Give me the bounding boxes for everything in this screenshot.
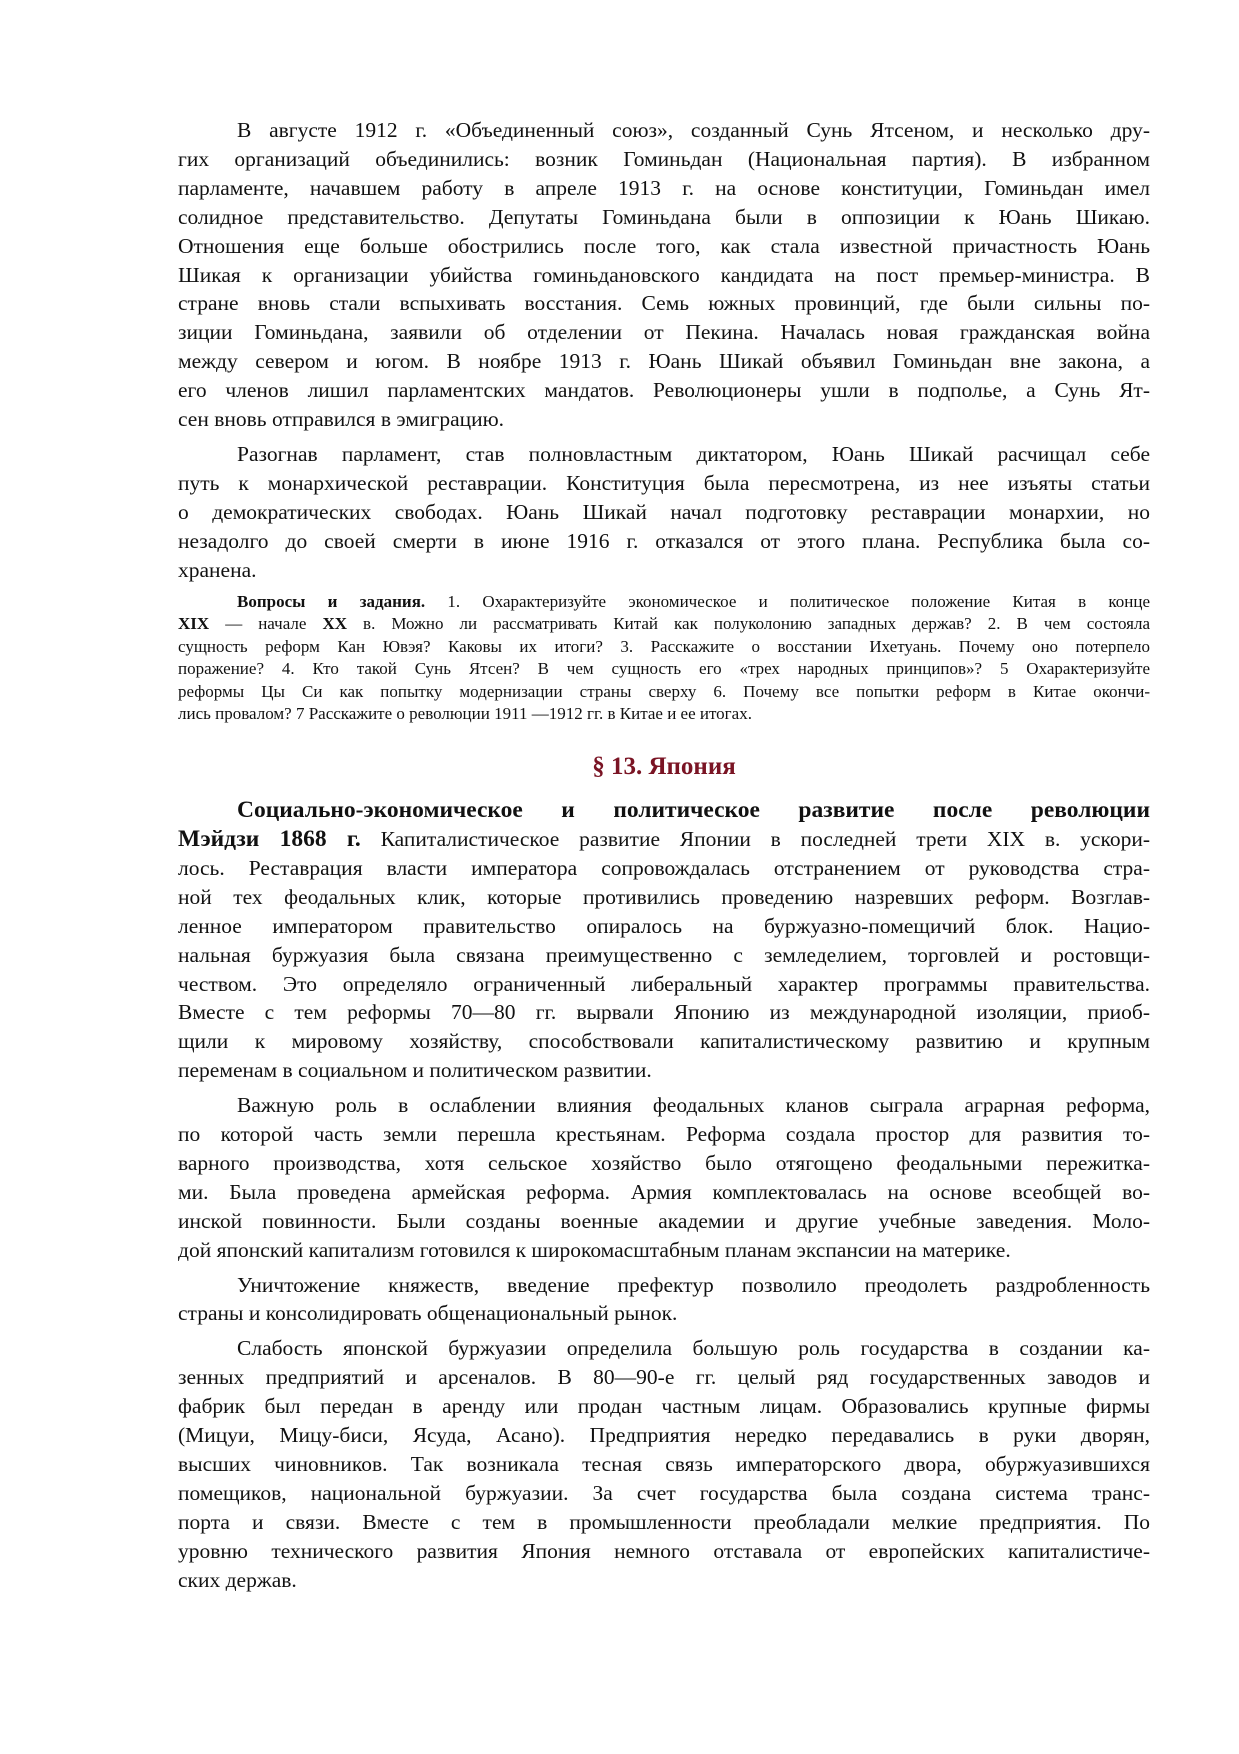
line-text: Капиталистическое развитие Японии в последней трети XIX в. ускори- bbox=[360, 826, 1150, 851]
paragraph-line: Важную роль в ослаблении влияния феодальных кланов сыграла аграрная реформа, bbox=[237, 1093, 1150, 1118]
paragraph bbox=[178, 1334, 1150, 1594]
question-line bbox=[178, 613, 1150, 636]
paragraph-line bbox=[178, 825, 1150, 854]
paragraph-line: стране вновь стали вспыхивать восстания. Семь южных провинций, где были сильны по- bbox=[178, 291, 1150, 316]
paragraph-line: переменам в социальном и политическом развитии. bbox=[178, 1058, 652, 1083]
paragraph-line: о демократических свободах. Юань Шикай начал подготовку реставрации монархии, но bbox=[178, 499, 1150, 524]
paragraph-line: Разогнав парламент, став полновластным диктатором, Юань Шикай расчищал себе bbox=[237, 441, 1150, 466]
question-line bbox=[178, 636, 1150, 659]
question-line bbox=[178, 591, 1150, 614]
paragraph-line: солидное представительство. Депутаты Гоминьдана были в оппозиции к Юань Шикаю. bbox=[178, 204, 1150, 229]
paragraph-line: путь к монархической реставрации. Конституция была пересмотрена, из нее изъяты статьи bbox=[178, 470, 1150, 495]
paragraph-line: хранена. bbox=[178, 557, 257, 582]
japan-first-paragraph bbox=[178, 796, 1150, 1085]
paragraph-line: нальная буржуазия была связана преимущественно с земледелием, торговлей и ростовщи- bbox=[178, 942, 1150, 967]
paragraph-line: Уничтожение княжеств, введение префектур позволило преодолеть раздробленность bbox=[237, 1272, 1150, 1297]
paragraph-line: порта и связи. Вместе с тем в промышленности преобладали мелкие предприятия. По bbox=[178, 1509, 1150, 1534]
paragraph-line: В августе 1912 г. «Объединенный союз», созданный Сунь Ятсеном, и несколько дру- bbox=[237, 118, 1150, 142]
paragraph-line: высших чиновников. Так возникала тесная связь императорского двора, обуржуазившихся bbox=[178, 1452, 1150, 1476]
questions-label: Вопросы и задания. bbox=[237, 591, 426, 611]
paragraph-line: парламенте, начавшем работу в апреле 1913 г. на основе конституции, Гоминьдан имел bbox=[178, 175, 1150, 200]
document-page bbox=[178, 116, 1150, 1601]
paragraph-line: щили к мировому хозяйству, способствовали капиталистическому развитию и крупным bbox=[178, 1029, 1150, 1054]
paragraph-line: зиции Гоминьдана, заявили об отделении от Пекина. Началась новая гражданская война bbox=[178, 320, 1150, 345]
paragraph-line: варного производства, хотя сельское хозяйство было отягощено феодальными пережитка- bbox=[178, 1150, 1150, 1175]
paragraph-line: его членов лишил парламентских мандатов. Революционеры ушли в подполье, а Сунь Ят- bbox=[178, 378, 1150, 403]
paragraph-line: Шикая к организации убийства гоминьдановского кандидата на пост премьер-министра. В bbox=[178, 262, 1150, 287]
line-text: сущность реформ Кан Ювэя? Каковы их итоги? 3. Расскажите о восстании Ихетуань. Почему оно потерпело bbox=[178, 636, 1150, 656]
paragraph-line: гих организаций объединились: возник Гоминьдан (Национальная партия). В избранном bbox=[178, 146, 1150, 171]
paragraph-line: страны и консолидировать общенациональный рынок. bbox=[178, 1301, 678, 1326]
paragraph-line: дой японский капитализм готовился к широкомасштабным планам экспансии на материке. bbox=[178, 1237, 1011, 1262]
paragraph-line: ских держав. bbox=[178, 1567, 297, 1592]
paragraph-line: незадолго до своей смерти в июне 1916 г. отказался от этого плана. Республика была со- bbox=[178, 528, 1150, 553]
line-text: 1. Охарактеризуйте экономическое и политическое положение Китая в конце bbox=[425, 591, 1150, 611]
line-text: XIX — начале XX в. Можно ли рассматривать Китай как полуколонию западных держав? 2. В чем состояла bbox=[178, 614, 1150, 634]
paragraph-line: между севером и югом. В ноябре 1913 г. Юань Шикай объявил Гоминьдан вне закона, а bbox=[178, 349, 1150, 374]
paragraph bbox=[178, 1271, 1150, 1329]
paragraph-line: (Мицуи, Мицу-биси, Ясуда, Асано). Предприятия нередко передавались в руки дворян, bbox=[178, 1423, 1150, 1448]
china-section bbox=[178, 116, 1150, 585]
question-line bbox=[178, 703, 1150, 726]
question-line bbox=[178, 658, 1150, 681]
paragraph-line: чеством. Это определяло ограниченный либеральный характер программы правительства. bbox=[178, 971, 1150, 996]
line-text: поражение? 4. Кто такой Сунь Ятсен? В чем сущность его «трех народных принципов»? 5 Охарактеризуйте bbox=[178, 659, 1150, 679]
paragraph bbox=[178, 116, 1150, 434]
paragraph-line: Вместе с тем реформы 70—80 гг. вырвали Японию из международной изоляции, приоб- bbox=[178, 1000, 1150, 1025]
paragraph-line: фабрик был передан в аренду или продан частным лицам. Образовались крупные фирмы bbox=[178, 1394, 1150, 1419]
section-title: § 13. Япония bbox=[592, 753, 736, 781]
paragraph-line: ной тех феодальных клик, которые противились проведению назревших реформ. Возглав- bbox=[178, 884, 1150, 909]
paragraph-line: Отношения еще больше обострились после того, как стала известной причастность Юань bbox=[178, 233, 1150, 258]
subheading-cont: Мэйдзи 1868 г. bbox=[178, 825, 361, 852]
paragraph-line: Слабость японской буржуазии определила большую роль государства в создании ка- bbox=[237, 1336, 1150, 1361]
questions-block bbox=[178, 591, 1150, 727]
paragraph-line: ми. Была проведена армейская реформа. Армия комплектовалась на основе всеобщей во- bbox=[178, 1179, 1150, 1204]
line-text: реформы Цы Си как попытку модернизации страны сверху 6. Почему все попытки реформ в Китае окончи- bbox=[178, 681, 1150, 701]
paragraph-line: лось. Реставрация власти императора сопровождалась отстранением от руководства стра- bbox=[178, 855, 1150, 880]
paragraph-line: уровню технического развития Япония немного отставала от европейских капиталистиче- bbox=[178, 1538, 1150, 1563]
paragraph-line: помещиков, национальной буржуазии. За счет государства была создана система транс- bbox=[178, 1480, 1150, 1505]
paragraph-line: инской повинности. Были созданы военные академии и другие учебные заведения. Моло- bbox=[178, 1208, 1150, 1233]
japan-section bbox=[178, 1091, 1150, 1594]
subheading: Социально-экономическое и политическое развитие после революции bbox=[237, 797, 1150, 824]
paragraph bbox=[178, 440, 1150, 585]
question-line bbox=[178, 681, 1150, 704]
paragraph-line: по которой часть земли перешла крестьянам. Реформа создала простор для развития то- bbox=[178, 1122, 1150, 1147]
paragraph bbox=[178, 1091, 1150, 1264]
paragraph-line: сен вновь отправился в эмиграцию. bbox=[178, 407, 505, 432]
paragraph-line: ленное императором правительство опиралось на буржуазно-помещичий блок. Нацио- bbox=[178, 913, 1150, 938]
paragraph-line: зенных предприятий и арсеналов. В 80—90-е гг. целый ряд государственных заводов и bbox=[178, 1365, 1150, 1390]
line-text: лись провалом? 7 Расскажите о революции 1911 —1912 гг. в Китае и ее итогах. bbox=[178, 704, 752, 724]
